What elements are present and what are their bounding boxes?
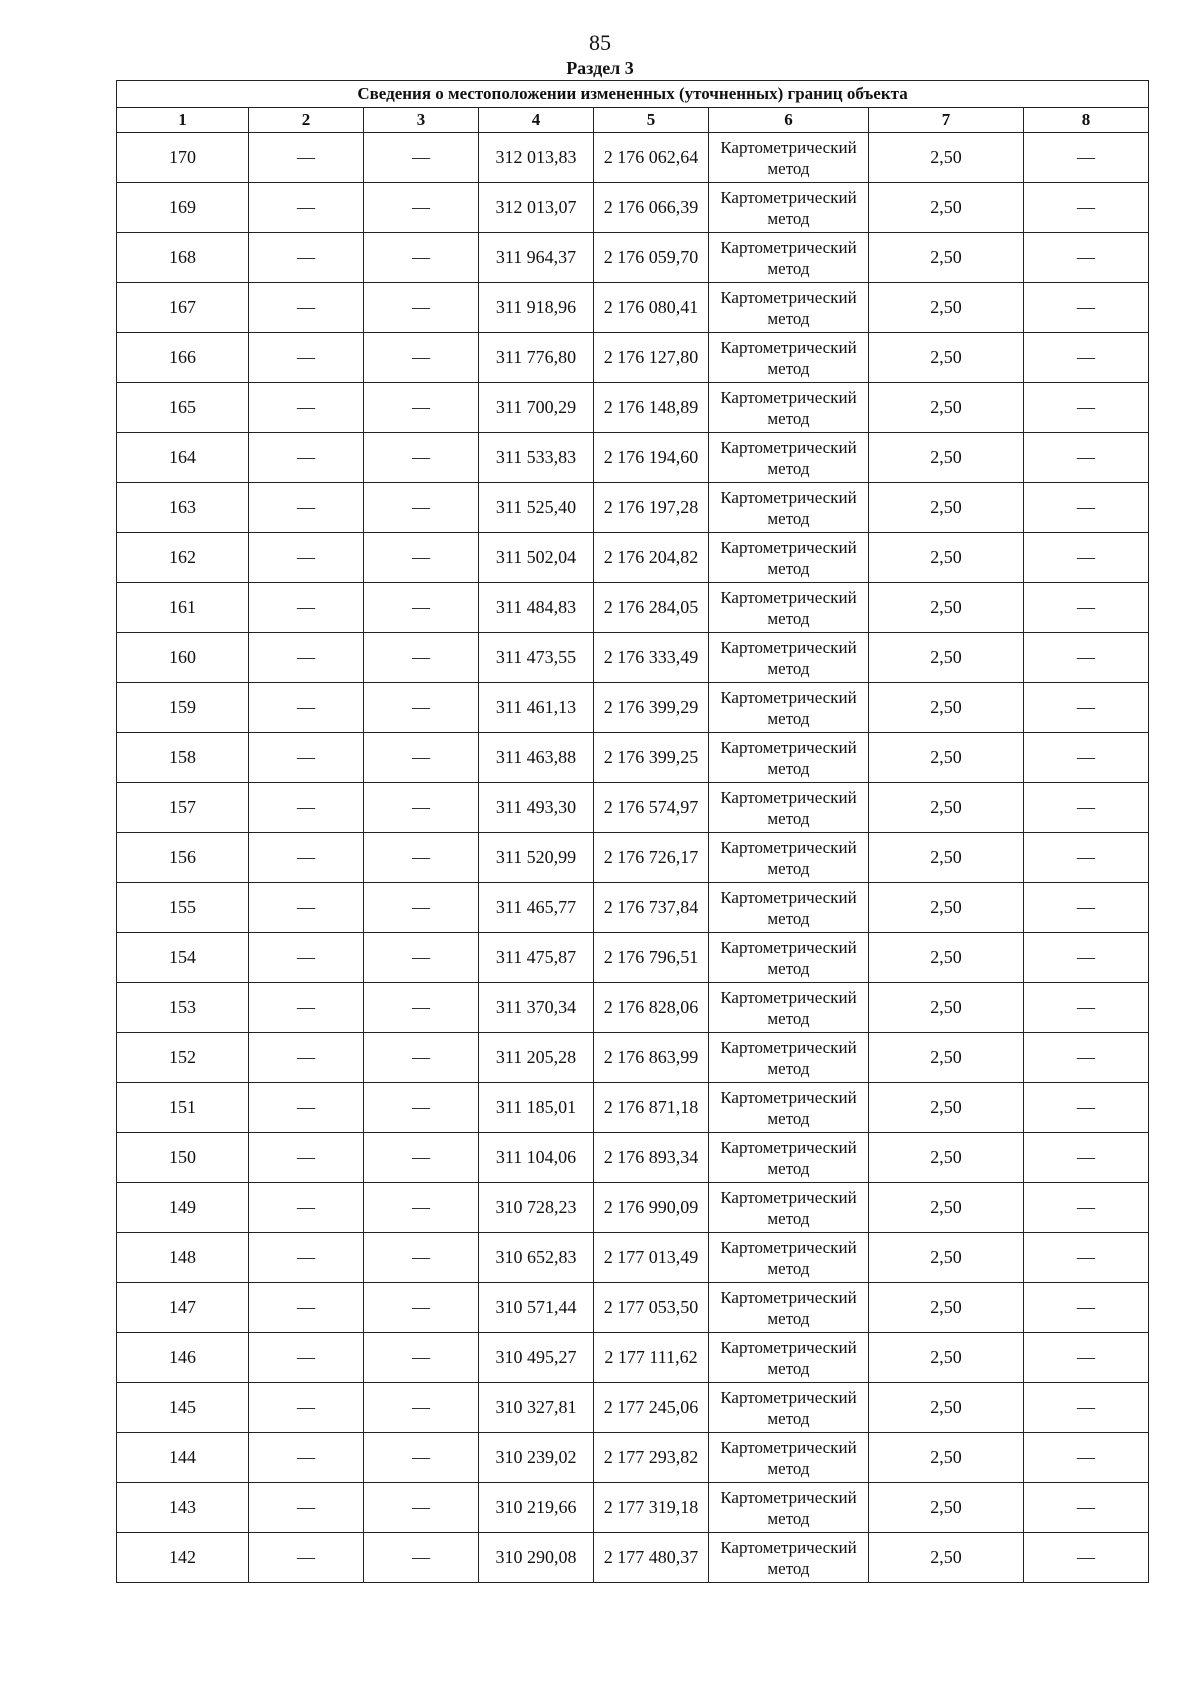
accuracy-cell: 2,50 (869, 283, 1024, 333)
dash-cell: — (1024, 833, 1149, 883)
dash-cell: — (364, 533, 479, 583)
point-number-cell: 148 (117, 1233, 249, 1283)
x-coordinate-cell: 311 104,06 (479, 1133, 594, 1183)
accuracy-cell: 2,50 (869, 1083, 1024, 1133)
dash-cell: — (249, 533, 364, 583)
method-cell: Картометрический метод (709, 1333, 869, 1383)
table-row (117, 433, 1149, 483)
x-coordinate-cell: 312 013,83 (479, 133, 594, 183)
dash-cell: — (364, 1333, 479, 1383)
x-coordinate-cell: 311 205,28 (479, 1033, 594, 1083)
dash-cell: — (364, 933, 479, 983)
table-row (117, 1483, 1149, 1533)
x-coordinate-cell: 312 013,07 (479, 183, 594, 233)
x-coordinate-cell: 311 964,37 (479, 233, 594, 283)
dash-cell: — (364, 1083, 479, 1133)
table-row (117, 1433, 1149, 1483)
y-coordinate-cell: 2 176 066,39 (594, 183, 709, 233)
dash-cell: — (1024, 783, 1149, 833)
table-row (117, 183, 1149, 233)
method-cell: Картометрический метод (709, 433, 869, 483)
y-coordinate-cell: 2 176 080,41 (594, 283, 709, 333)
x-coordinate-cell: 311 502,04 (479, 533, 594, 583)
method-cell: Картометрический метод (709, 983, 869, 1033)
dash-cell: — (249, 233, 364, 283)
x-coordinate-cell: 311 525,40 (479, 483, 594, 533)
y-coordinate-cell: 2 176 871,18 (594, 1083, 709, 1133)
y-coordinate-cell: 2 176 863,99 (594, 1033, 709, 1083)
table-row (117, 683, 1149, 733)
accuracy-cell: 2,50 (869, 1333, 1024, 1383)
y-coordinate-cell: 2 176 796,51 (594, 933, 709, 983)
x-coordinate-cell: 311 370,34 (479, 983, 594, 1033)
accuracy-cell: 2,50 (869, 333, 1024, 383)
dash-cell: — (364, 1383, 479, 1433)
dash-cell: — (1024, 383, 1149, 433)
method-cell: Картометрический метод (709, 233, 869, 283)
accuracy-cell: 2,50 (869, 1433, 1024, 1483)
column-header: 4 (479, 108, 594, 133)
dash-cell: — (1024, 883, 1149, 933)
point-number-cell: 144 (117, 1433, 249, 1483)
accuracy-cell: 2,50 (869, 833, 1024, 883)
point-number-cell: 161 (117, 583, 249, 633)
dash-cell: — (364, 433, 479, 483)
column-header: 1 (117, 108, 249, 133)
dash-cell: — (1024, 1533, 1149, 1583)
x-coordinate-cell: 310 571,44 (479, 1283, 594, 1333)
dash-cell: — (364, 733, 479, 783)
point-number-cell: 153 (117, 983, 249, 1033)
y-coordinate-cell: 2 176 333,49 (594, 633, 709, 683)
table-row (117, 783, 1149, 833)
dash-cell: — (249, 1033, 364, 1083)
method-cell: Картометрический метод (709, 1283, 869, 1333)
method-cell: Картометрический метод (709, 283, 869, 333)
dash-cell: — (249, 733, 364, 783)
dash-cell: — (364, 283, 479, 333)
point-number-cell: 143 (117, 1483, 249, 1533)
point-number-cell: 145 (117, 1383, 249, 1433)
table-row (117, 633, 1149, 683)
dash-cell: — (1024, 1033, 1149, 1083)
y-coordinate-cell: 2 176 893,34 (594, 1133, 709, 1183)
method-cell: Картометрический метод (709, 533, 869, 583)
accuracy-cell: 2,50 (869, 533, 1024, 583)
point-number-cell: 157 (117, 783, 249, 833)
dash-cell: — (364, 183, 479, 233)
dash-cell: — (1024, 583, 1149, 633)
accuracy-cell: 2,50 (869, 1033, 1024, 1083)
dash-cell: — (364, 1233, 479, 1283)
accuracy-cell: 2,50 (869, 133, 1024, 183)
point-number-cell: 166 (117, 333, 249, 383)
point-number-cell: 169 (117, 183, 249, 233)
x-coordinate-cell: 311 776,80 (479, 333, 594, 383)
y-coordinate-cell: 2 176 399,25 (594, 733, 709, 783)
column-header: 7 (869, 108, 1024, 133)
dash-cell: — (249, 333, 364, 383)
method-cell: Картометрический метод (709, 1233, 869, 1283)
dash-cell: — (249, 1283, 364, 1333)
y-coordinate-cell: 2 176 194,60 (594, 433, 709, 483)
x-coordinate-cell: 311 700,29 (479, 383, 594, 433)
x-coordinate-cell: 310 327,81 (479, 1383, 594, 1433)
dash-cell: — (1024, 983, 1149, 1033)
table-row (117, 983, 1149, 1033)
method-cell: Картометрический метод (709, 583, 869, 633)
dash-cell: — (364, 1133, 479, 1183)
point-number-cell: 151 (117, 1083, 249, 1133)
point-number-cell: 162 (117, 533, 249, 583)
y-coordinate-cell: 2 176 059,70 (594, 233, 709, 283)
dash-cell: — (1024, 1333, 1149, 1383)
y-coordinate-cell: 2 176 990,09 (594, 1183, 709, 1233)
point-number-cell: 170 (117, 133, 249, 183)
method-cell: Картометрический метод (709, 1383, 869, 1433)
table-row (117, 1333, 1149, 1383)
point-number-cell: 146 (117, 1333, 249, 1383)
accuracy-cell: 2,50 (869, 983, 1024, 1033)
point-number-cell: 156 (117, 833, 249, 883)
dash-cell: — (364, 583, 479, 633)
dash-cell: — (249, 683, 364, 733)
dash-cell: — (1024, 1183, 1149, 1233)
boundary-coordinates-table (116, 80, 1149, 1583)
dash-cell: — (249, 983, 364, 1033)
y-coordinate-cell: 2 176 828,06 (594, 983, 709, 1033)
table-row (117, 533, 1149, 583)
accuracy-cell: 2,50 (869, 1233, 1024, 1283)
point-number-cell: 164 (117, 433, 249, 483)
x-coordinate-cell: 311 465,77 (479, 883, 594, 933)
point-number-cell: 154 (117, 933, 249, 983)
dash-cell: — (364, 383, 479, 433)
dash-cell: — (364, 883, 479, 933)
dash-cell: — (1024, 283, 1149, 333)
accuracy-cell: 2,50 (869, 933, 1024, 983)
point-number-cell: 165 (117, 383, 249, 433)
accuracy-cell: 2,50 (869, 433, 1024, 483)
y-coordinate-cell: 2 177 111,62 (594, 1333, 709, 1383)
dash-cell: — (249, 1483, 364, 1533)
accuracy-cell: 2,50 (869, 883, 1024, 933)
table-row (117, 1533, 1149, 1583)
dash-cell: — (364, 333, 479, 383)
x-coordinate-cell: 311 484,83 (479, 583, 594, 633)
x-coordinate-cell: 311 918,96 (479, 283, 594, 333)
table-row (117, 133, 1149, 183)
dash-cell: — (1024, 1083, 1149, 1133)
method-cell: Картометрический метод (709, 383, 869, 433)
dash-cell: — (1024, 733, 1149, 783)
method-cell: Картометрический метод (709, 483, 869, 533)
dash-cell: — (364, 983, 479, 1033)
method-cell: Картометрический метод (709, 1183, 869, 1233)
column-header: 5 (594, 108, 709, 133)
method-cell: Картометрический метод (709, 183, 869, 233)
column-header: 2 (249, 108, 364, 133)
y-coordinate-cell: 2 176 399,29 (594, 683, 709, 733)
y-coordinate-cell: 2 177 013,49 (594, 1233, 709, 1283)
dash-cell: — (1024, 183, 1149, 233)
accuracy-cell: 2,50 (869, 1283, 1024, 1333)
dash-cell: — (249, 583, 364, 633)
table-row (117, 833, 1149, 883)
dash-cell: — (249, 283, 364, 333)
dash-cell: — (249, 883, 364, 933)
x-coordinate-cell: 311 463,88 (479, 733, 594, 783)
table-row (117, 383, 1149, 433)
point-number-cell: 152 (117, 1033, 249, 1083)
dash-cell: — (1024, 133, 1149, 183)
dash-cell: — (364, 1033, 479, 1083)
dash-cell: — (249, 383, 364, 433)
y-coordinate-cell: 2 176 204,82 (594, 533, 709, 583)
column-header: 8 (1024, 108, 1149, 133)
dash-cell: — (1024, 1433, 1149, 1483)
point-number-cell: 155 (117, 883, 249, 933)
dash-cell: — (364, 683, 479, 733)
y-coordinate-cell: 2 177 245,06 (594, 1383, 709, 1433)
x-coordinate-cell: 311 475,87 (479, 933, 594, 983)
dash-cell: — (249, 933, 364, 983)
y-coordinate-cell: 2 177 293,82 (594, 1433, 709, 1483)
dash-cell: — (249, 1133, 364, 1183)
dash-cell: — (249, 783, 364, 833)
method-cell: Картометрический метод (709, 1433, 869, 1483)
dash-cell: — (249, 1083, 364, 1133)
method-cell: Картометрический метод (709, 1033, 869, 1083)
method-cell: Картометрический метод (709, 733, 869, 783)
table-row (117, 333, 1149, 383)
dash-cell: — (1024, 1133, 1149, 1183)
x-coordinate-cell: 311 185,01 (479, 1083, 594, 1133)
dash-cell: — (364, 233, 479, 283)
accuracy-cell: 2,50 (869, 1133, 1024, 1183)
dash-cell: — (249, 183, 364, 233)
accuracy-cell: 2,50 (869, 1183, 1024, 1233)
table-row (117, 1133, 1149, 1183)
dash-cell: — (1024, 933, 1149, 983)
accuracy-cell: 2,50 (869, 483, 1024, 533)
dash-cell: — (249, 1383, 364, 1433)
page-number: 85 (589, 30, 611, 55)
method-cell: Картометрический метод (709, 783, 869, 833)
table-row (117, 483, 1149, 533)
dash-cell: — (1024, 333, 1149, 383)
method-cell: Картометрический метод (709, 833, 869, 883)
method-cell: Картометрический метод (709, 1083, 869, 1133)
dash-cell: — (364, 1533, 479, 1583)
x-coordinate-cell: 310 728,23 (479, 1183, 594, 1233)
x-coordinate-cell: 310 652,83 (479, 1233, 594, 1283)
column-header: 6 (709, 108, 869, 133)
dash-cell: — (249, 1183, 364, 1233)
y-coordinate-cell: 2 177 480,37 (594, 1533, 709, 1583)
point-number-cell: 150 (117, 1133, 249, 1183)
dash-cell: — (1024, 483, 1149, 533)
dash-cell: — (1024, 233, 1149, 283)
method-cell: Картометрический метод (709, 633, 869, 683)
y-coordinate-cell: 2 177 053,50 (594, 1283, 709, 1333)
accuracy-cell: 2,50 (869, 783, 1024, 833)
method-cell: Картометрический метод (709, 883, 869, 933)
x-coordinate-cell: 310 495,27 (479, 1333, 594, 1383)
table-row (117, 1033, 1149, 1083)
dash-cell: — (1024, 1233, 1149, 1283)
x-coordinate-cell: 311 461,13 (479, 683, 594, 733)
method-cell: Картометрический метод (709, 133, 869, 183)
method-cell: Картометрический метод (709, 333, 869, 383)
dash-cell: — (249, 1233, 364, 1283)
dash-cell: — (249, 633, 364, 683)
point-number-cell: 159 (117, 683, 249, 733)
dash-cell: — (364, 1183, 479, 1233)
dash-cell: — (1024, 1283, 1149, 1333)
table-row (117, 1383, 1149, 1433)
table-row (117, 283, 1149, 333)
accuracy-cell: 2,50 (869, 383, 1024, 433)
section-title: Раздел 3 (566, 58, 634, 78)
dash-cell: — (1024, 1483, 1149, 1533)
x-coordinate-cell: 311 493,30 (479, 783, 594, 833)
table-body (117, 133, 1149, 1583)
table-caption: Сведения о местоположении измененных (уточненных) границ объекта (117, 81, 1149, 108)
dash-cell: — (249, 833, 364, 883)
x-coordinate-cell: 310 219,66 (479, 1483, 594, 1533)
accuracy-cell: 2,50 (869, 683, 1024, 733)
point-number-cell: 163 (117, 483, 249, 533)
accuracy-cell: 2,50 (869, 733, 1024, 783)
x-coordinate-cell: 311 473,55 (479, 633, 594, 683)
method-cell: Картометрический метод (709, 1483, 869, 1533)
dash-cell: — (1024, 433, 1149, 483)
method-cell: Картометрический метод (709, 1133, 869, 1183)
table-row (117, 1083, 1149, 1133)
accuracy-cell: 2,50 (869, 1483, 1024, 1533)
y-coordinate-cell: 2 176 197,28 (594, 483, 709, 533)
dash-cell: — (249, 1333, 364, 1383)
table-row (117, 1233, 1149, 1283)
dash-cell: — (364, 783, 479, 833)
point-number-cell: 168 (117, 233, 249, 283)
y-coordinate-cell: 2 176 148,89 (594, 383, 709, 433)
accuracy-cell: 2,50 (869, 1533, 1024, 1583)
x-coordinate-cell: 311 533,83 (479, 433, 594, 483)
accuracy-cell: 2,50 (869, 233, 1024, 283)
point-number-cell: 167 (117, 283, 249, 333)
accuracy-cell: 2,50 (869, 183, 1024, 233)
dash-cell: — (1024, 633, 1149, 683)
dash-cell: — (1024, 533, 1149, 583)
dash-cell: — (364, 833, 479, 883)
y-coordinate-cell: 2 176 737,84 (594, 883, 709, 933)
method-cell: Картометрический метод (709, 683, 869, 733)
dash-cell: — (249, 433, 364, 483)
point-number-cell: 142 (117, 1533, 249, 1583)
column-header: 3 (364, 108, 479, 133)
y-coordinate-cell: 2 176 284,05 (594, 583, 709, 633)
table-row (117, 1183, 1149, 1233)
point-number-cell: 158 (117, 733, 249, 783)
table-row (117, 933, 1149, 983)
dash-cell: — (364, 1433, 479, 1483)
table-row (117, 883, 1149, 933)
y-coordinate-cell: 2 177 319,18 (594, 1483, 709, 1533)
dash-cell: — (364, 1283, 479, 1333)
dash-cell: — (249, 133, 364, 183)
dash-cell: — (364, 633, 479, 683)
y-coordinate-cell: 2 176 726,17 (594, 833, 709, 883)
y-coordinate-cell: 2 176 062,64 (594, 133, 709, 183)
point-number-cell: 149 (117, 1183, 249, 1233)
column-number-row (117, 108, 1149, 133)
table-row (117, 733, 1149, 783)
dash-cell: — (249, 1533, 364, 1583)
dash-cell: — (364, 133, 479, 183)
x-coordinate-cell: 311 520,99 (479, 833, 594, 883)
dash-cell: — (364, 483, 479, 533)
accuracy-cell: 2,50 (869, 1383, 1024, 1433)
x-coordinate-cell: 310 239,02 (479, 1433, 594, 1483)
accuracy-cell: 2,50 (869, 633, 1024, 683)
x-coordinate-cell: 310 290,08 (479, 1533, 594, 1583)
table-row (117, 583, 1149, 633)
dash-cell: — (1024, 683, 1149, 733)
accuracy-cell: 2,50 (869, 583, 1024, 633)
dash-cell: — (249, 1433, 364, 1483)
method-cell: Картометрический метод (709, 933, 869, 983)
y-coordinate-cell: 2 176 127,80 (594, 333, 709, 383)
dash-cell: — (364, 1483, 479, 1533)
point-number-cell: 160 (117, 633, 249, 683)
dash-cell: — (1024, 1383, 1149, 1433)
table-row (117, 1283, 1149, 1333)
y-coordinate-cell: 2 176 574,97 (594, 783, 709, 833)
dash-cell: — (249, 483, 364, 533)
table-row (117, 233, 1149, 283)
method-cell: Картометрический метод (709, 1533, 869, 1583)
point-number-cell: 147 (117, 1283, 249, 1333)
